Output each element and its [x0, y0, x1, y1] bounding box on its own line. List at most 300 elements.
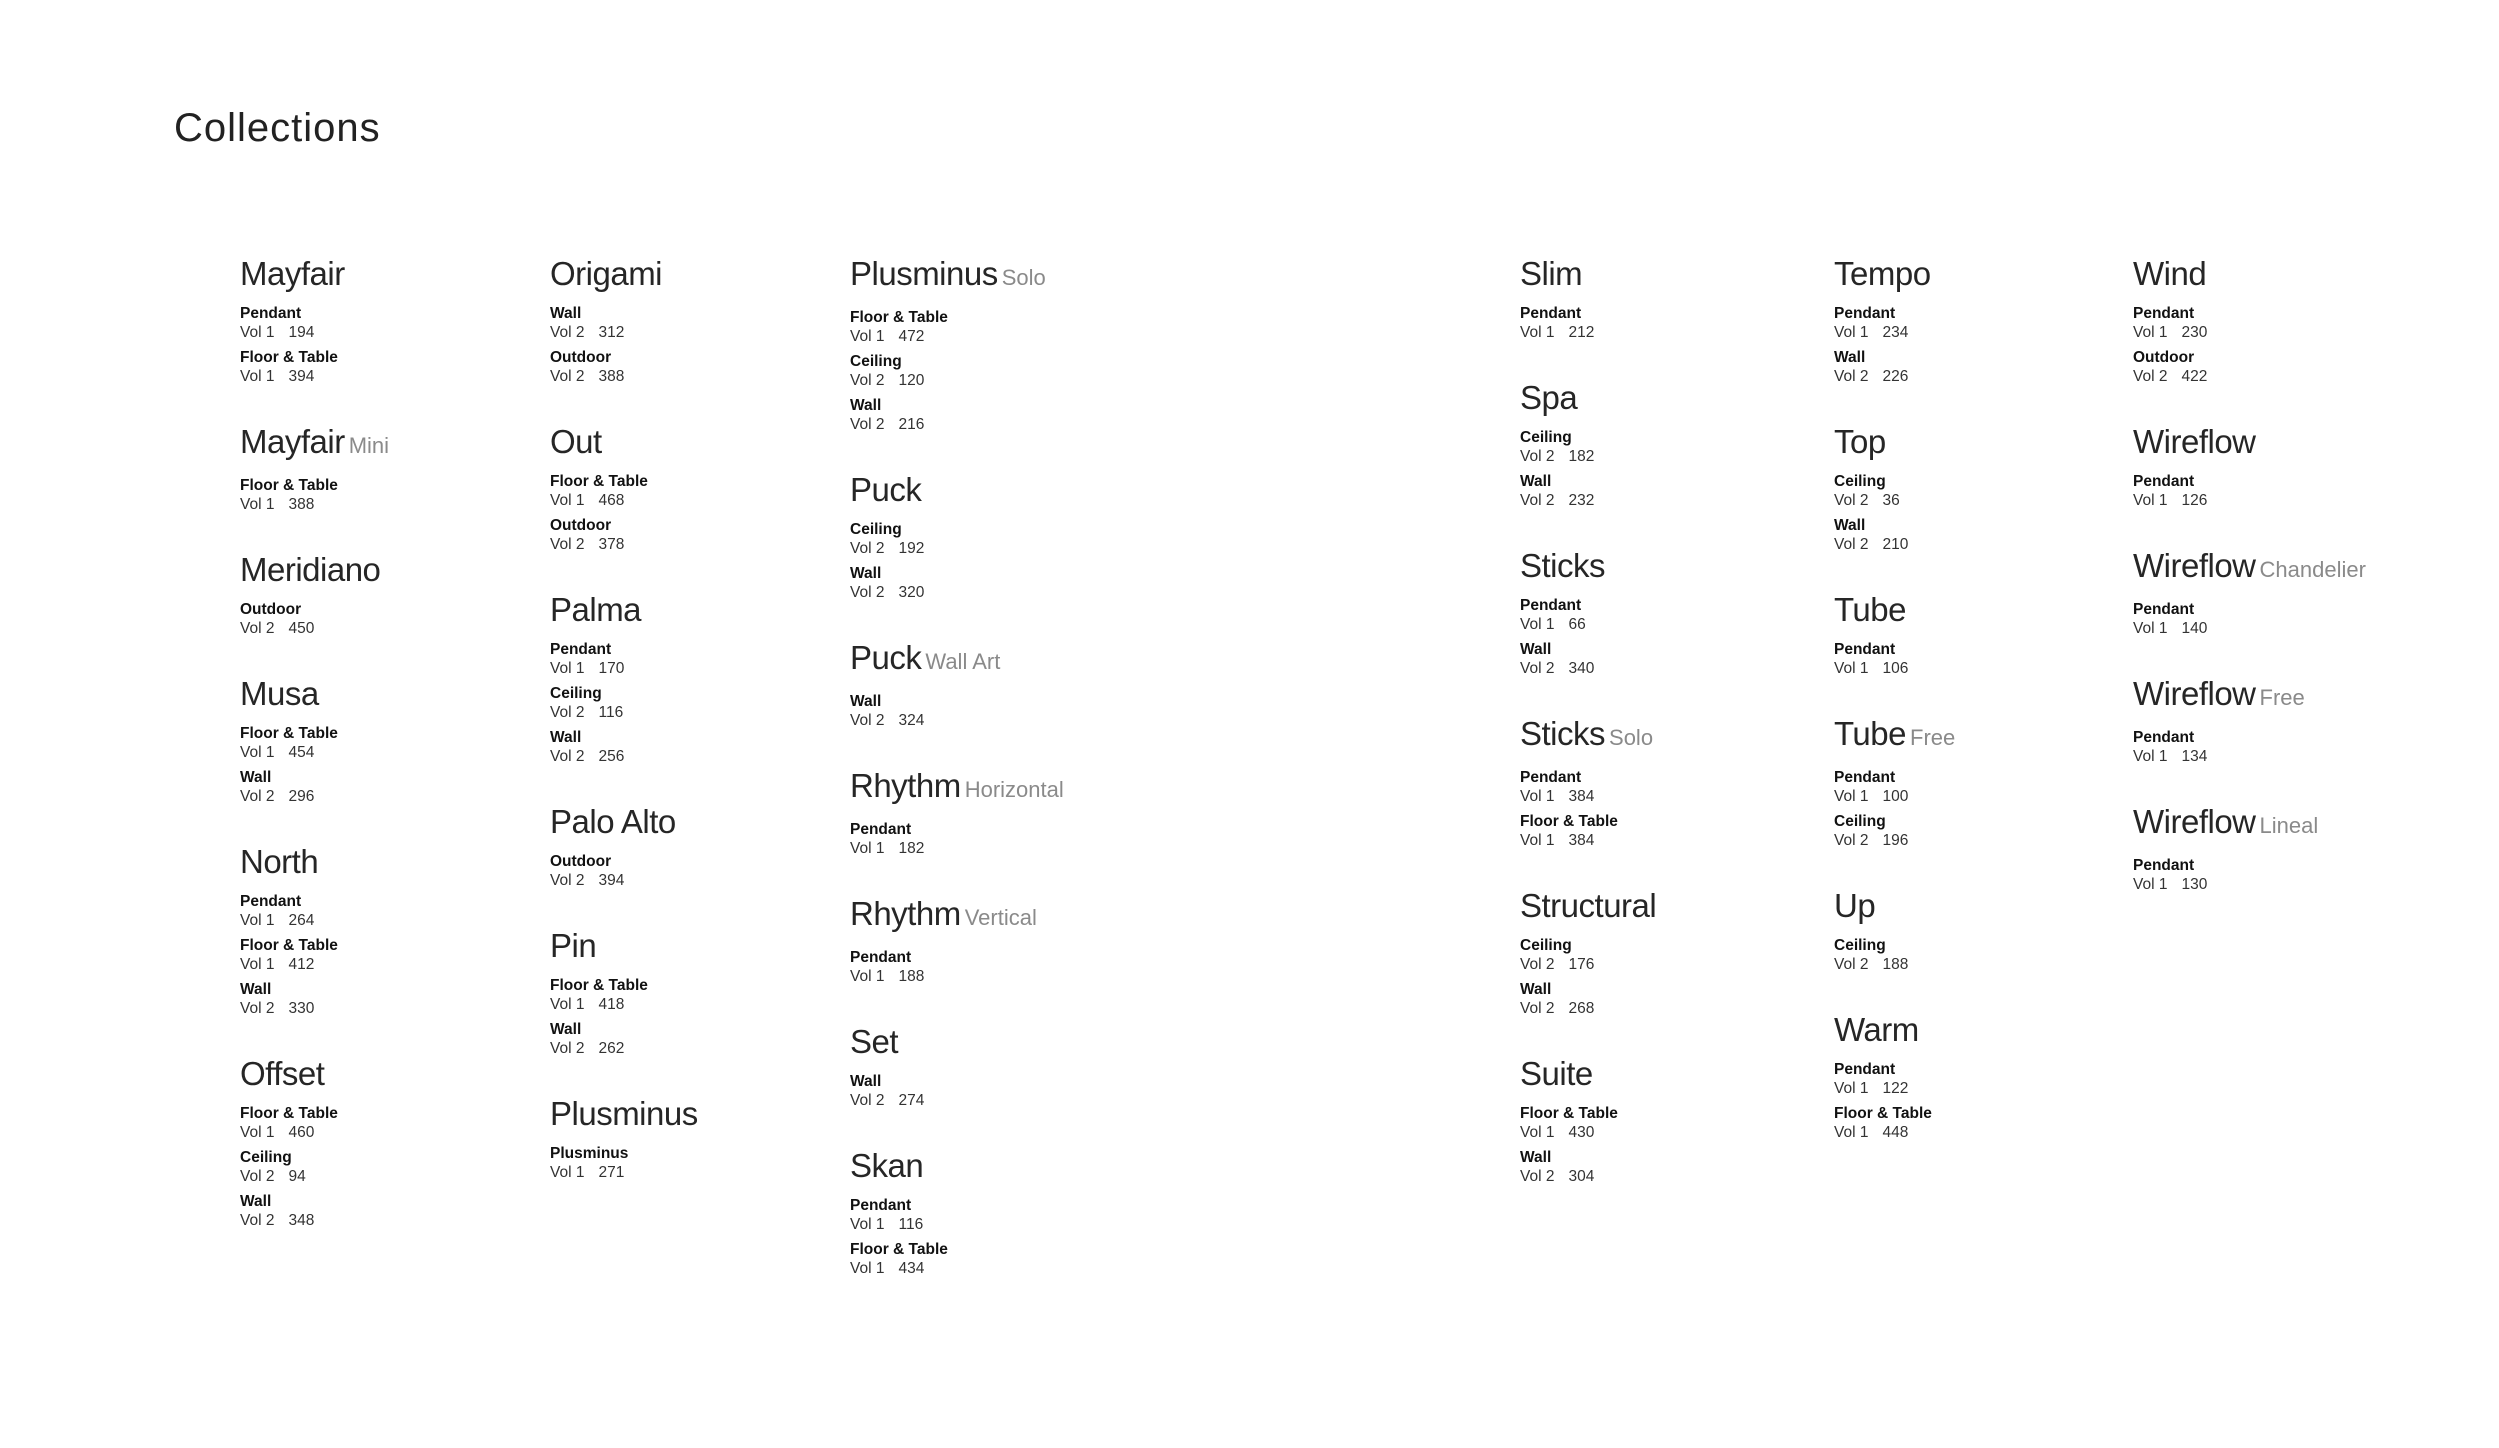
volume-label: Vol 2 [550, 1040, 585, 1057]
collection-variant: Free [2259, 685, 2305, 710]
page-number: 126 [2181, 492, 2208, 509]
volume-label: Vol 1 [1834, 1124, 1869, 1141]
catalog-reference [550, 348, 870, 386]
collection-name [850, 892, 1170, 940]
collection-entry [550, 252, 870, 386]
category-label: Ceiling [240, 1149, 292, 1166]
catalog-reference [240, 768, 560, 806]
collection-title: Top [1834, 423, 1886, 460]
collection-name [240, 420, 560, 468]
page-number: 320 [898, 584, 925, 601]
volume-page-ref [1520, 447, 1840, 466]
catalog-reference [240, 1192, 560, 1230]
collection-name [2133, 252, 2453, 296]
volume-label: Vol 1 [240, 324, 275, 341]
collection-name [1834, 712, 2154, 760]
catalog-references [550, 304, 870, 386]
catalog-reference [1834, 1104, 2154, 1142]
collection-entry [850, 636, 1170, 730]
catalog-reference [1520, 1148, 1840, 1186]
collection-title: Rhythm [850, 895, 961, 932]
page-number: 212 [1568, 324, 1595, 341]
catalog-reference [850, 820, 1170, 858]
volume-label: Vol 1 [1834, 1080, 1869, 1097]
page-number: 94 [288, 1168, 306, 1185]
category-label: Pendant [1834, 769, 1896, 786]
collection-entry [240, 252, 560, 386]
collection-name [240, 840, 560, 884]
catalog-reference [240, 724, 560, 762]
collection-title: Slim [1520, 255, 1583, 292]
collection-entry [1834, 712, 2154, 850]
volume-page-ref [1834, 535, 2154, 554]
collection-entry [2133, 252, 2453, 386]
collection-title: Musa [240, 675, 319, 712]
volume-page-ref [240, 323, 560, 342]
collection-title: Plusminus [550, 1095, 698, 1132]
category-label: Wall [550, 305, 582, 322]
collection-name [850, 764, 1170, 812]
collection-title: Puck [850, 471, 922, 508]
catalog-reference [240, 1104, 560, 1142]
page-number: 388 [288, 496, 315, 513]
category-label: Pendant [1834, 305, 1896, 322]
collection-name [1520, 252, 1840, 296]
volume-page-ref [550, 747, 870, 766]
page-number: 460 [288, 1124, 315, 1141]
category-label: Pendant [1834, 1061, 1896, 1078]
category-label: Pendant [2133, 473, 2195, 490]
volume-page-ref [550, 995, 870, 1014]
page-number: 116 [598, 704, 624, 721]
volume-label: Vol 1 [850, 840, 885, 857]
category-label: Plusminus [550, 1145, 629, 1162]
collection-title: Mayfair [240, 255, 345, 292]
catalog-reference [850, 564, 1170, 602]
page-number: 192 [898, 540, 925, 557]
category-label: Pendant [1520, 597, 1582, 614]
catalog-reference [550, 640, 870, 678]
catalog-reference [850, 396, 1170, 434]
catalog-references [550, 976, 870, 1058]
catalog-reference [240, 476, 560, 514]
volume-page-ref [550, 367, 870, 386]
category-label: Floor & Table [240, 349, 338, 366]
volume-label: Vol 1 [2133, 620, 2168, 637]
collection-name [550, 420, 870, 464]
collection-entry [850, 252, 1170, 434]
collection-name [1834, 884, 2154, 928]
page-number: 340 [1568, 660, 1595, 677]
collection-name [1834, 1008, 2154, 1052]
catalog-reference [550, 852, 870, 890]
volume-label: Vol 1 [1834, 324, 1869, 341]
catalog-references [850, 948, 1170, 986]
collection-title: Wind [2133, 255, 2207, 292]
collection-title: Wireflow [2133, 675, 2256, 712]
catalog-reference [240, 600, 560, 638]
volume-label: Vol 1 [240, 956, 275, 973]
collection-name [1834, 588, 2154, 632]
catalog-reference [1520, 472, 1840, 510]
collection-title: Palo Alto [550, 803, 676, 840]
volume-page-ref [1834, 1123, 2154, 1142]
collection-entry [850, 892, 1170, 986]
category-label: Floor & Table [240, 937, 338, 954]
catalog-references [550, 640, 870, 766]
catalog-references [240, 892, 560, 1018]
volume-label: Vol 1 [1520, 788, 1555, 805]
collection-name [1520, 376, 1840, 420]
collection-variant: Vertical [964, 905, 1037, 930]
collection-name [240, 548, 560, 592]
page-number: 100 [1882, 788, 1909, 805]
collection-entry [1834, 884, 2154, 974]
volume-label: Vol 2 [240, 1212, 275, 1229]
volume-label: Vol 2 [550, 872, 585, 889]
page-number: 262 [598, 1040, 625, 1057]
volume-label: Vol 2 [1520, 956, 1555, 973]
category-label: Floor & Table [240, 725, 338, 742]
volume-label: Vol 1 [240, 912, 275, 929]
catalog-reference [1834, 812, 2154, 850]
page-number: 434 [898, 1260, 925, 1277]
collection-entry [240, 548, 560, 638]
page-number: 106 [1882, 660, 1909, 677]
volume-label: Vol 2 [1520, 1000, 1555, 1017]
collection-variant: Lineal [2259, 813, 2319, 838]
collection-entry [1834, 420, 2154, 554]
catalog-references [850, 520, 1170, 602]
volume-page-ref [850, 1215, 1170, 1234]
catalog-reference [240, 980, 560, 1018]
catalog-reference [2133, 600, 2453, 638]
page-number: 468 [598, 492, 625, 509]
category-label: Ceiling [850, 353, 902, 370]
collection-name [1520, 544, 1840, 588]
volume-page-ref [240, 495, 560, 514]
page-number: 234 [1882, 324, 1909, 341]
category-label: Wall [240, 981, 272, 998]
page-number: 304 [1568, 1168, 1595, 1185]
catalog-reference [1834, 516, 2154, 554]
volume-page-ref [550, 1163, 870, 1182]
collection-column-3 [850, 252, 1170, 1312]
volume-page-ref [2133, 323, 2453, 342]
volume-label: Vol 1 [240, 744, 275, 761]
collection-variant: Mini [348, 433, 390, 458]
catalog-references [2133, 600, 2453, 638]
catalog-reference [2133, 348, 2453, 386]
catalog-references [850, 1196, 1170, 1278]
catalog-reference [550, 976, 870, 1014]
volume-label: Vol 2 [1834, 832, 1869, 849]
category-label: Floor & Table [550, 473, 648, 490]
collection-name [2133, 672, 2453, 720]
collection-title: Pin [550, 927, 597, 964]
collection-entry [240, 672, 560, 806]
collection-name [2133, 544, 2453, 592]
collection-variant: Chandelier [2259, 557, 2366, 582]
category-label: Floor & Table [240, 477, 338, 494]
page-number: 312 [598, 324, 625, 341]
volume-label: Vol 1 [2133, 324, 2168, 341]
category-label: Outdoor [240, 601, 302, 618]
category-label: Wall [240, 769, 272, 786]
catalog-references [550, 1144, 870, 1182]
category-label: Wall [1834, 349, 1866, 366]
catalog-reference [550, 304, 870, 342]
volume-page-ref [240, 911, 560, 930]
volume-label: Vol 1 [550, 1164, 585, 1181]
catalog-references [240, 1104, 560, 1230]
catalog-reference [1520, 304, 1840, 342]
catalog-reference [1834, 348, 2154, 386]
collection-name [1520, 712, 1840, 760]
catalog-references [550, 472, 870, 554]
volume-label: Vol 2 [240, 788, 275, 805]
volume-label: Vol 1 [850, 328, 885, 345]
collection-name [1834, 420, 2154, 464]
collection-entry [550, 1092, 870, 1182]
catalog-references [1520, 936, 1840, 1018]
catalog-reference [850, 1072, 1170, 1110]
page-number: 66 [1568, 616, 1586, 633]
page-number: 182 [1568, 448, 1595, 465]
page-number: 268 [1568, 1000, 1595, 1017]
category-label: Wall [1520, 473, 1552, 490]
collection-name [550, 588, 870, 632]
collection-entry [1520, 884, 1840, 1018]
collection-entry [1520, 252, 1840, 342]
volume-page-ref [1520, 615, 1840, 634]
collection-title: Spa [1520, 379, 1578, 416]
category-label: Outdoor [2133, 349, 2195, 366]
catalog-references [1834, 936, 2154, 974]
page-number: 210 [1882, 536, 1909, 553]
page-number: 122 [1882, 1080, 1909, 1097]
volume-label: Vol 2 [550, 704, 585, 721]
page-number: 226 [1882, 368, 1909, 385]
volume-page-ref [1834, 787, 2154, 806]
collection-entry [240, 420, 560, 514]
category-label: Floor & Table [1834, 1105, 1932, 1122]
volume-label: Vol 2 [1520, 1168, 1555, 1185]
page-title: Collections [174, 106, 381, 150]
collection-entry [850, 764, 1170, 858]
collection-title: Palma [550, 591, 642, 628]
catalog-reference [1834, 472, 2154, 510]
collection-entry [550, 924, 870, 1058]
volume-page-ref [850, 583, 1170, 602]
collection-title: Sticks [1520, 547, 1606, 584]
collection-title: Suite [1520, 1055, 1593, 1092]
volume-page-ref [1520, 323, 1840, 342]
volume-label: Vol 1 [1834, 660, 1869, 677]
volume-page-ref [1520, 955, 1840, 974]
collection-entry [2133, 800, 2453, 894]
catalog-reference [1834, 640, 2154, 678]
volume-label: Vol 2 [850, 1092, 885, 1109]
collection-name [850, 636, 1170, 684]
catalog-references [1834, 640, 2154, 678]
volume-page-ref [1520, 659, 1840, 678]
page-number: 394 [288, 368, 315, 385]
catalog-reference [240, 348, 560, 386]
catalog-reference [240, 936, 560, 974]
category-label: Pendant [850, 949, 912, 966]
volume-label: Vol 1 [850, 968, 885, 985]
collection-title: Structural [1520, 887, 1657, 924]
catalog-reference [850, 308, 1170, 346]
volume-label: Vol 2 [850, 712, 885, 729]
catalog-reference [2133, 472, 2453, 510]
volume-page-ref [240, 743, 560, 762]
category-label: Ceiling [850, 521, 902, 538]
category-label: Ceiling [550, 685, 602, 702]
page-number: 412 [288, 956, 315, 973]
catalog-references [240, 476, 560, 514]
collection-title: Mayfair [240, 423, 345, 460]
collection-title: Up [1834, 887, 1876, 924]
catalog-references [1520, 768, 1840, 850]
catalog-references [240, 600, 560, 638]
collection-name [1520, 1052, 1840, 1096]
volume-page-ref [850, 415, 1170, 434]
volume-page-ref [240, 619, 560, 638]
page-number: 454 [288, 744, 315, 761]
category-label: Pendant [550, 641, 612, 658]
volume-page-ref [1520, 787, 1840, 806]
catalog-reference [1834, 1060, 2154, 1098]
collection-entry [240, 1052, 560, 1230]
page-number: 296 [288, 788, 315, 805]
page-number: 116 [898, 1216, 924, 1233]
volume-page-ref [1520, 1167, 1840, 1186]
volume-page-ref [240, 999, 560, 1018]
volume-page-ref [1834, 955, 2154, 974]
catalog-references [850, 692, 1170, 730]
catalog-references [1520, 596, 1840, 678]
volume-label: Vol 1 [240, 368, 275, 385]
collection-name [2133, 420, 2453, 464]
catalog-references [1834, 472, 2154, 554]
catalog-reference [550, 516, 870, 554]
page-number: 196 [1882, 832, 1909, 849]
volume-page-ref [2133, 747, 2453, 766]
page-number: 271 [598, 1164, 625, 1181]
collection-name [1520, 884, 1840, 928]
volume-page-ref [850, 1259, 1170, 1278]
volume-label: Vol 1 [1834, 788, 1869, 805]
category-label: Wall [240, 1193, 272, 1210]
collection-title: Origami [550, 255, 663, 292]
catalog-references [2133, 856, 2453, 894]
category-label: Floor & Table [550, 977, 648, 994]
volume-page-ref [240, 1167, 560, 1186]
category-label: Outdoor [550, 853, 612, 870]
page-number: 384 [1568, 832, 1595, 849]
page-number: 274 [898, 1092, 925, 1109]
catalog-reference [1834, 768, 2154, 806]
volume-page-ref [850, 839, 1170, 858]
collection-entry [1520, 544, 1840, 678]
category-label: Pendant [2133, 305, 2195, 322]
collection-name [850, 468, 1170, 512]
page-number: 120 [898, 372, 925, 389]
volume-label: Vol 2 [550, 324, 585, 341]
collection-entry [1834, 1008, 2154, 1142]
page-number: 36 [1882, 492, 1900, 509]
volume-page-ref [1834, 659, 2154, 678]
volume-page-ref [850, 371, 1170, 390]
volume-label: Vol 1 [1520, 324, 1555, 341]
volume-page-ref [850, 1091, 1170, 1110]
collection-variant: Free [1910, 725, 1956, 750]
volume-page-ref [2133, 491, 2453, 510]
collection-entry [1834, 588, 2154, 678]
catalog-reference [1520, 812, 1840, 850]
collection-title: Rhythm [850, 767, 961, 804]
catalog-reference [850, 352, 1170, 390]
page-number: 170 [598, 660, 625, 677]
page-number: 216 [898, 416, 925, 433]
catalog-reference [2133, 728, 2453, 766]
catalog-reference [1834, 936, 2154, 974]
collection-title: Offset [240, 1055, 325, 1092]
volume-label: Vol 2 [1520, 448, 1555, 465]
volume-page-ref [1834, 1079, 2154, 1098]
volume-page-ref [2133, 367, 2453, 386]
collection-name [550, 1092, 870, 1136]
collection-title: Tempo [1834, 255, 1931, 292]
category-label: Floor & Table [850, 1241, 948, 1258]
volume-page-ref [240, 955, 560, 974]
collection-title: Plusminus [850, 255, 998, 292]
volume-label: Vol 2 [550, 368, 585, 385]
volume-label: Vol 2 [850, 540, 885, 557]
category-label: Pendant [240, 893, 302, 910]
collection-name [1834, 252, 2154, 296]
collection-title: Sticks [1520, 715, 1606, 752]
collection-name [850, 1020, 1170, 1064]
volume-page-ref [850, 539, 1170, 558]
catalog-reference [850, 1196, 1170, 1234]
volume-label: Vol 2 [1520, 492, 1555, 509]
collection-column-6 [2133, 252, 2453, 928]
volume-page-ref [850, 327, 1170, 346]
page-number: 330 [288, 1000, 315, 1017]
category-label: Ceiling [1834, 473, 1886, 490]
category-label: Floor & Table [240, 1105, 338, 1122]
volume-label: Vol 1 [550, 660, 585, 677]
collection-column-2 [550, 252, 870, 1216]
category-label: Pendant [240, 305, 302, 322]
catalog-reference [850, 948, 1170, 986]
collection-entry [850, 468, 1170, 602]
collection-title: Set [850, 1023, 899, 1060]
collection-entry [240, 840, 560, 1018]
catalog-references [1834, 768, 2154, 850]
catalog-reference [1520, 768, 1840, 806]
volume-label: Vol 1 [1520, 616, 1555, 633]
category-label: Pendant [1520, 305, 1582, 322]
collection-column-5 [1834, 252, 2154, 1176]
volume-page-ref [1834, 491, 2154, 510]
collection-column-4 [1520, 252, 1840, 1220]
collection-entry [850, 1020, 1170, 1110]
volume-page-ref [240, 1211, 560, 1230]
